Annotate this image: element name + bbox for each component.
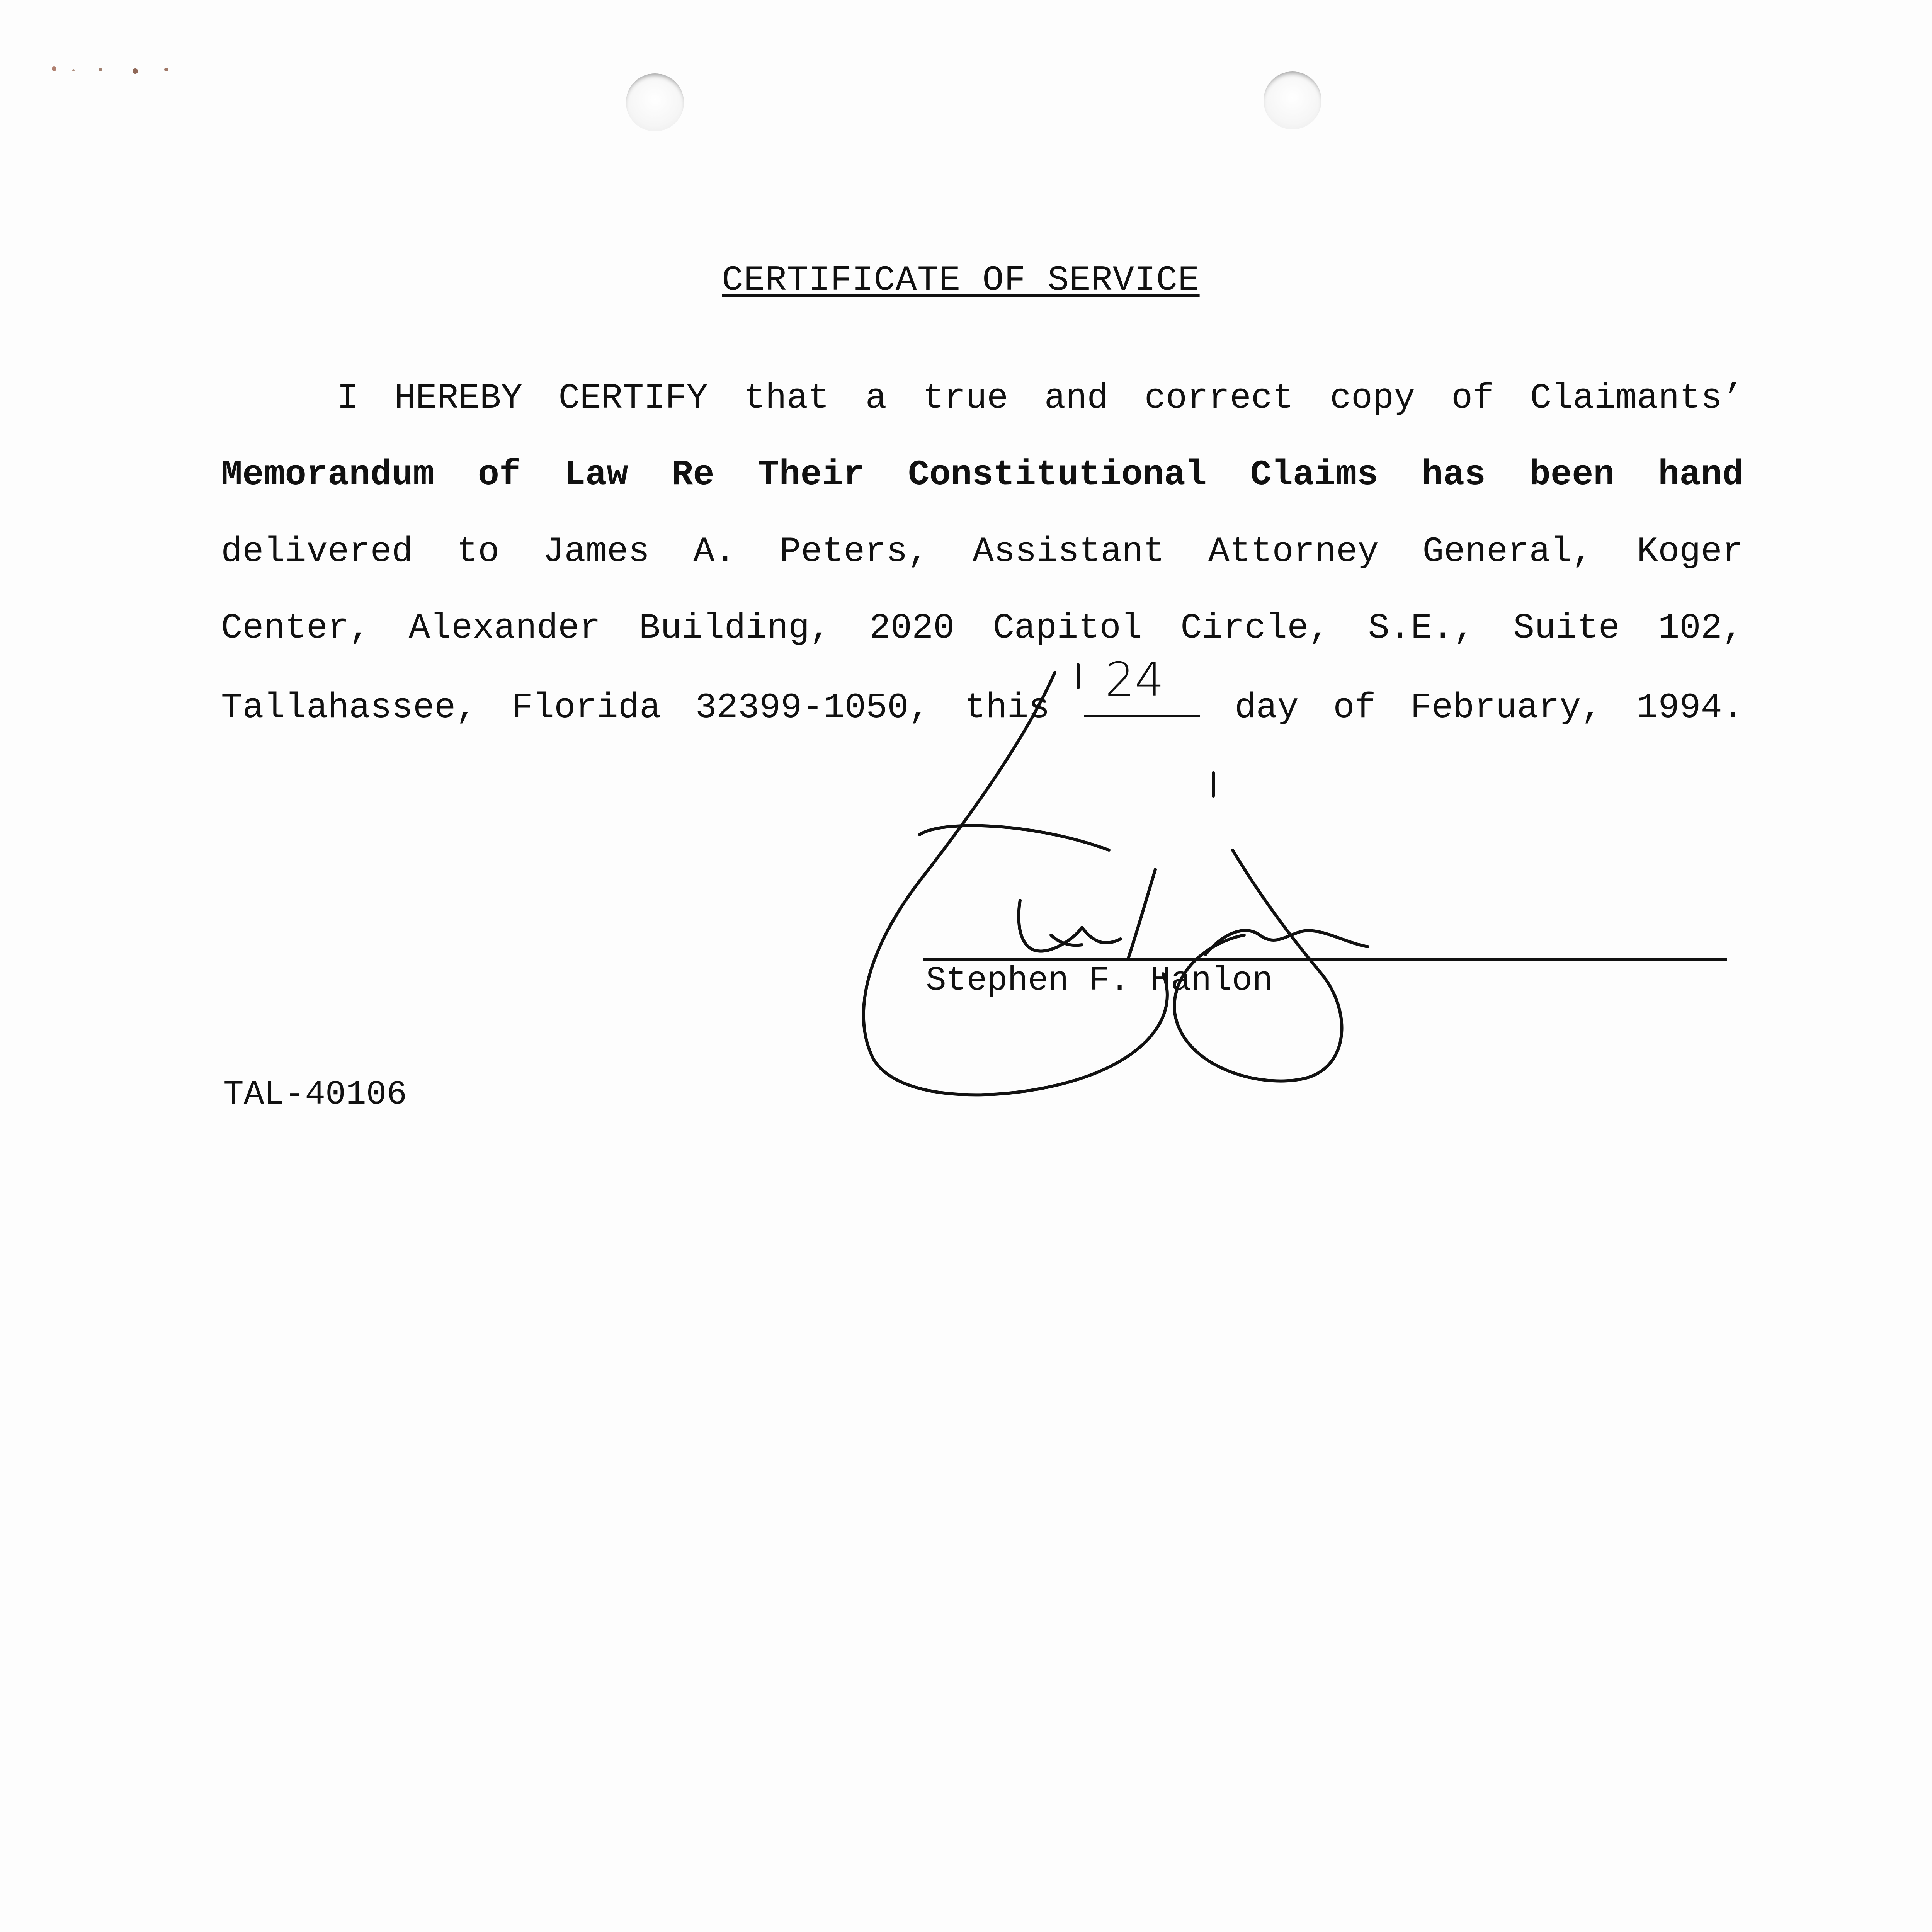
paragraph-line-5-start: Tallahassee, Florida 32399-1050, this <box>221 687 1050 728</box>
scan-specks <box>50 62 182 77</box>
paragraph-line-1: I HEREBY CERTIFY that a true and correct copy of Claimants’ <box>337 378 1743 418</box>
punch-hole-left <box>626 73 684 131</box>
paragraph-line-5-end: day of February, 1994. <box>1235 687 1744 728</box>
paragraph-line-4: Center, Alexander Building, 2020 Capitol Circle, S.E., Suite 102, <box>221 608 1743 648</box>
punch-hole-right <box>1264 71 1321 129</box>
certificate-title: CERTIFICATE OF SERVICE <box>722 260 1200 301</box>
signature-line <box>923 958 1727 961</box>
signer-name: Stephen F. Hanlon <box>926 962 1273 1000</box>
paragraph-line-3: delivered to James A. Peters, Assistant Attorney General, Koger <box>221 531 1743 572</box>
paragraph-line-5 <box>221 688 1743 726</box>
handwritten-day: 24 <box>1105 653 1164 707</box>
reference-code: TAL-40106 <box>223 1076 407 1114</box>
paragraph-line-2: Memorandum of Law Re Their Constitutional Claims has been hand <box>221 454 1743 495</box>
